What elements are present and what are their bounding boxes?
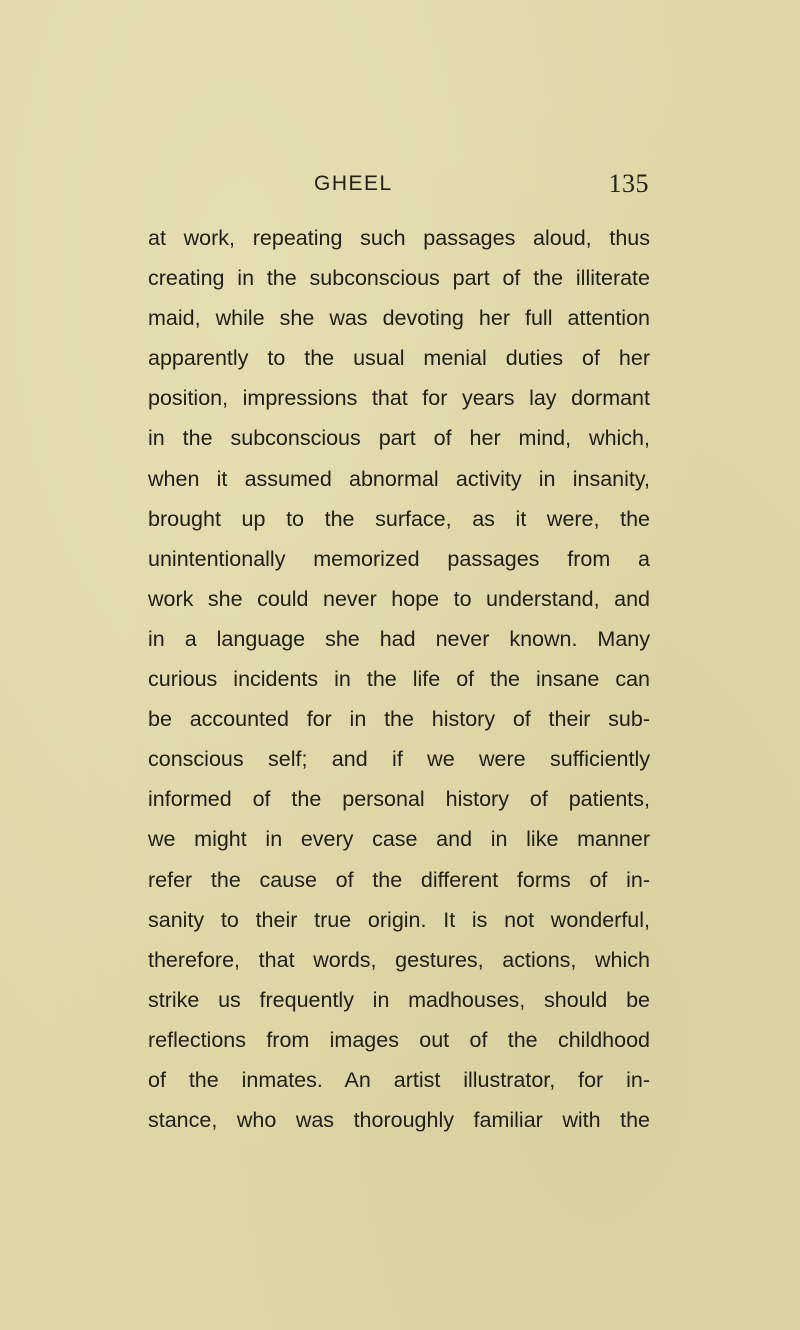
text-line: be accounted for in the history of their sub- xyxy=(148,707,650,732)
running-head xyxy=(149,170,649,210)
text-line: informed of the personal history of patients, xyxy=(148,787,650,812)
text-line: creating in the subconscious part of the illiterate xyxy=(148,266,650,291)
text-line: position, impressions that for years lay dormant xyxy=(148,386,650,411)
text-line: therefore, that words, gestures, actions, which xyxy=(148,947,650,972)
text-line: conscious self; and if we were sufficiently xyxy=(148,747,650,772)
text-line: work she could never hope to understand, and xyxy=(148,586,650,611)
text-line: brought up to the surface, as it were, the xyxy=(148,506,650,531)
text-line: we might in every case and in like manner xyxy=(148,827,650,852)
text-line: refer the cause of the different forms of in- xyxy=(148,867,650,892)
text-line: stance, who was thoroughly familiar with the xyxy=(148,1108,650,1133)
text-line: at work, repeating such passages aloud, thus xyxy=(148,226,650,250)
text-line: of the inmates. An artist illustrator, for in- xyxy=(148,1067,650,1092)
text-line: apparently to the usual menial duties of her xyxy=(148,346,650,371)
text-line: maid, while she was devoting her full attention xyxy=(148,306,650,331)
text-line: in a language she had never known. Many xyxy=(148,626,650,651)
text-line: strike us frequently in madhouses, should be xyxy=(148,987,650,1012)
running-title: GHEEL xyxy=(314,172,393,195)
text-line: unintentionally memorized passages from a xyxy=(148,546,650,571)
body-text xyxy=(148,218,650,1140)
text-line: curious incidents in the life of the insane can xyxy=(148,667,650,692)
text-line: when it assumed abnormal activity in insanity, xyxy=(148,466,650,491)
text-line: reflections from images out of the childhood xyxy=(148,1027,650,1052)
text-line: sanity to their true origin. It is not wonderful, xyxy=(148,907,650,932)
text-line: in the subconscious part of her mind, which, xyxy=(148,426,650,451)
page-number: 135 xyxy=(608,169,649,198)
